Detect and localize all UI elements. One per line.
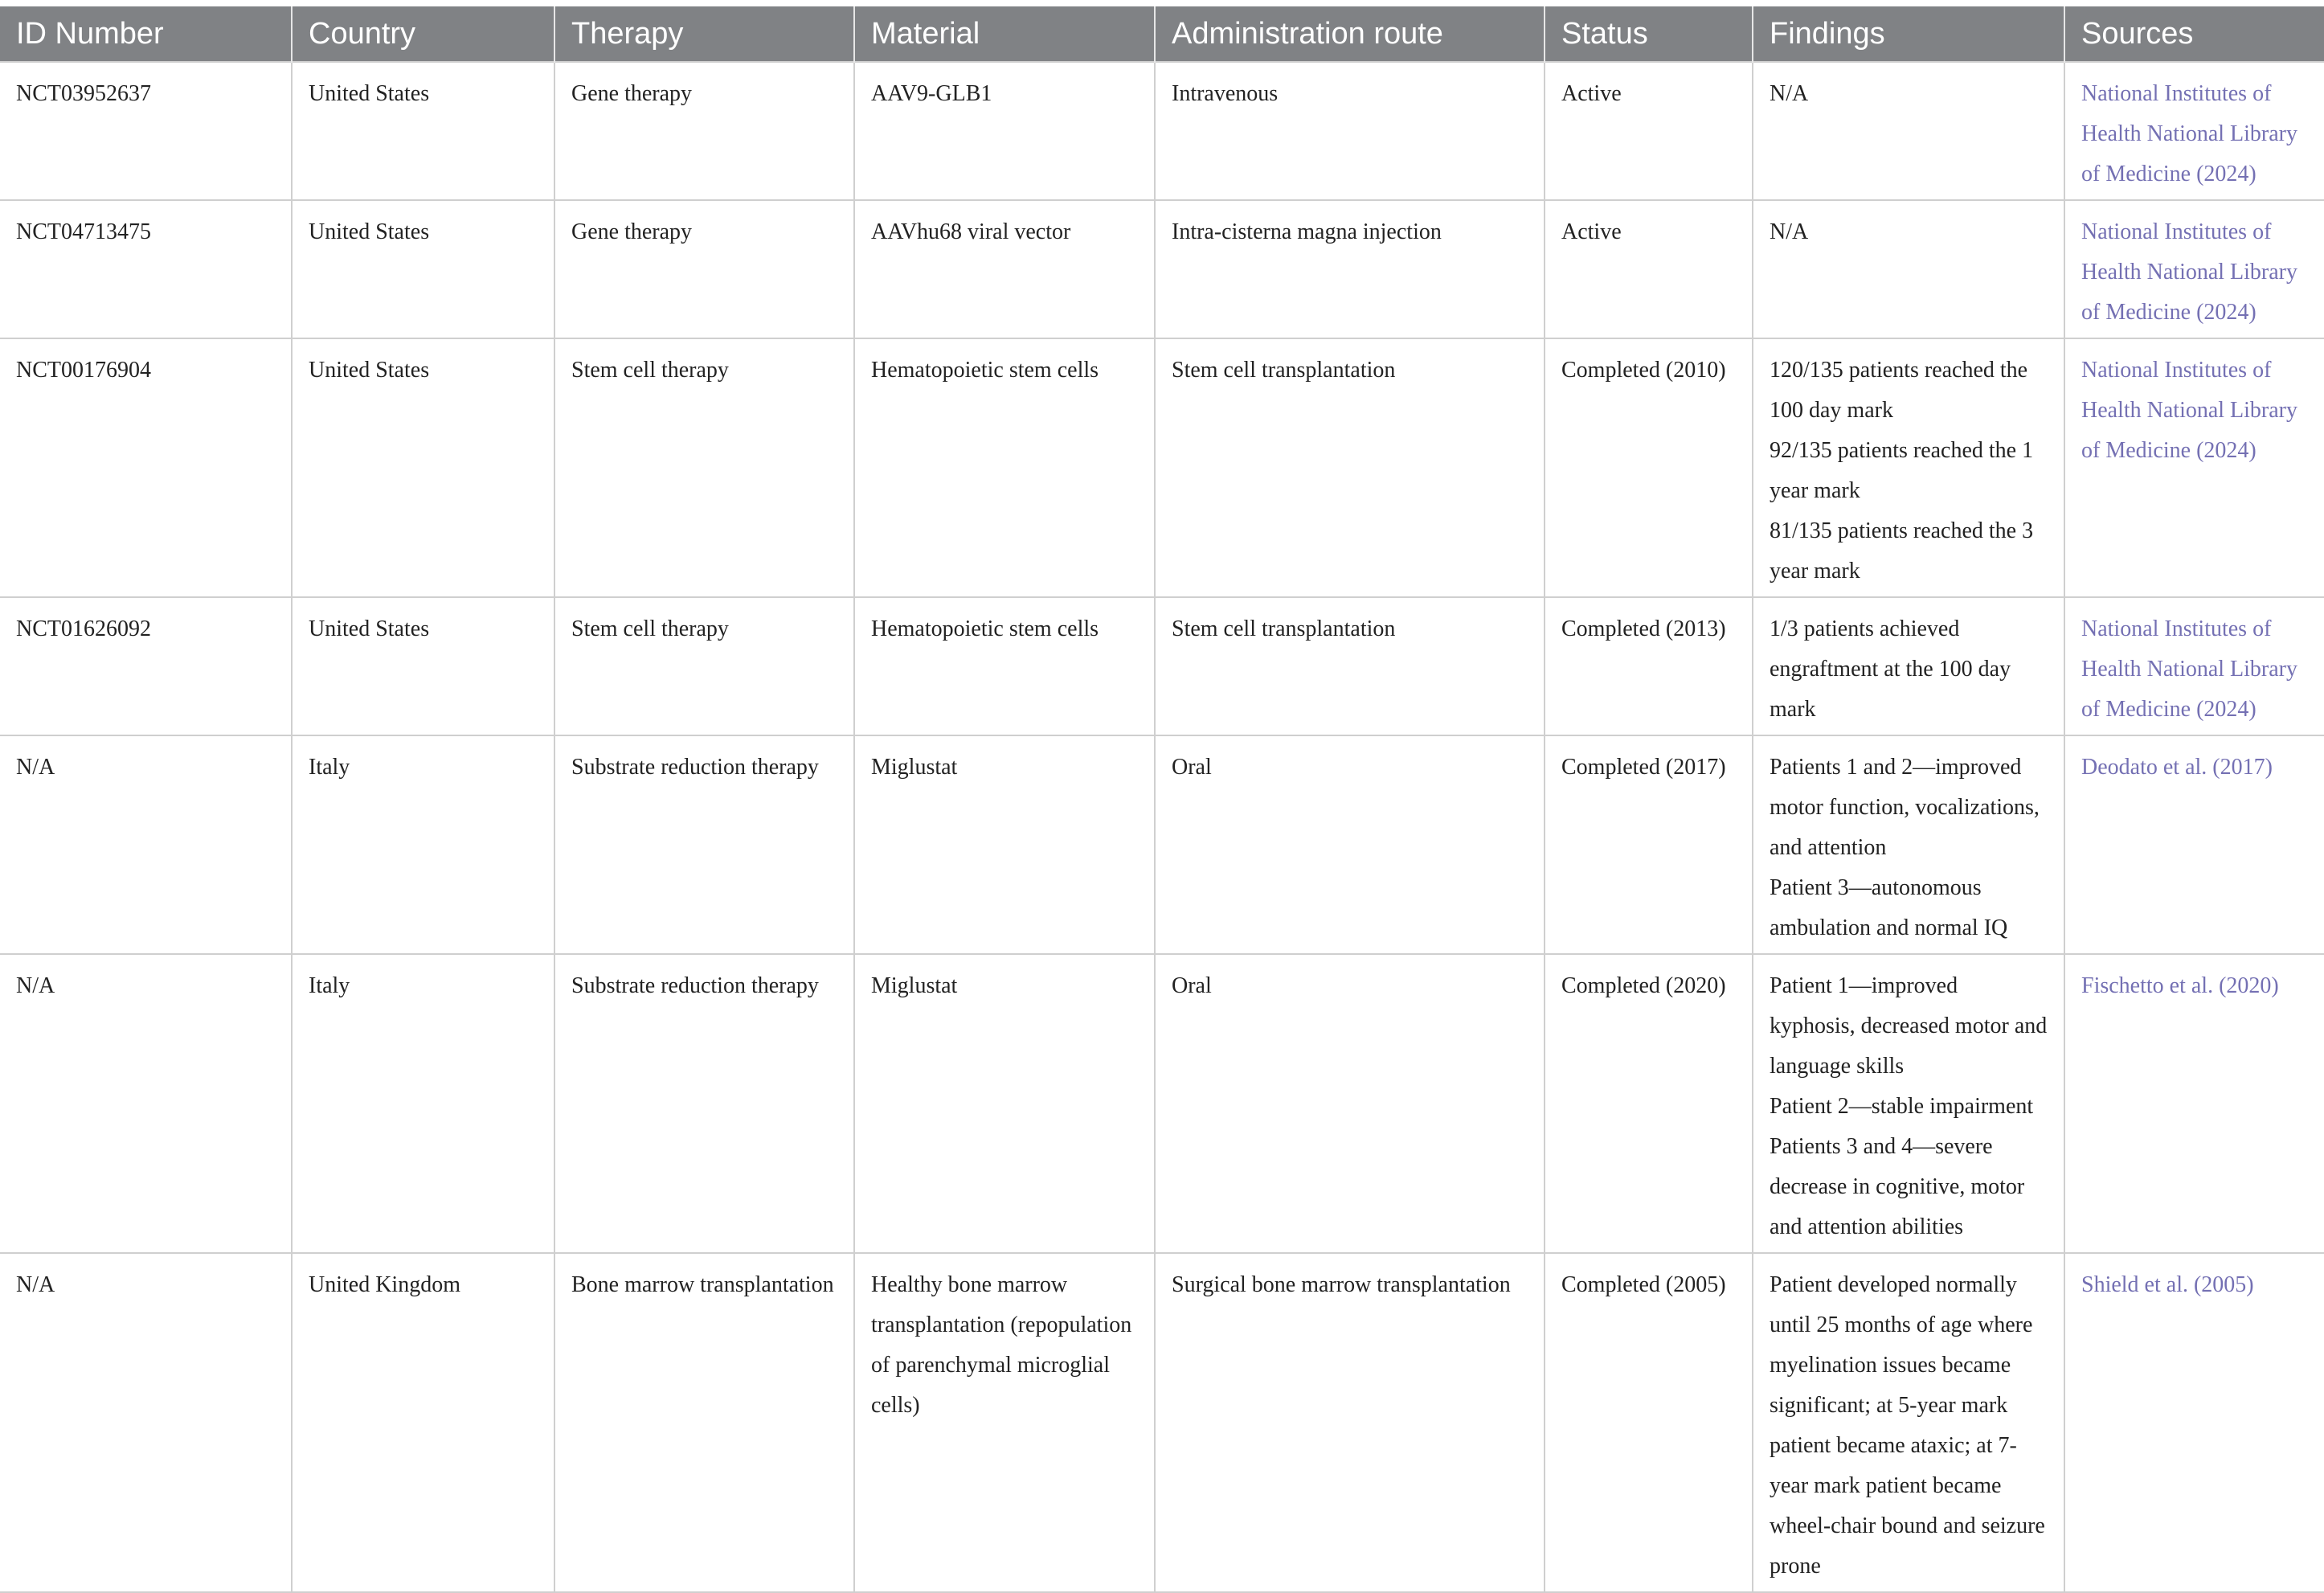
cell-material: Hematopoietic stem cells	[854, 597, 1155, 735]
finding-line: Patients 1 and 2—improved motor function, vocalizations, and attention	[1770, 755, 2040, 860]
cell-therapy: Gene therapy	[554, 200, 854, 338]
header-therapy: Therapy	[554, 6, 854, 62]
cell-status: Completed (2005)	[1545, 1253, 1753, 1592]
header-id-number: ID Number	[0, 6, 292, 62]
cell-material: Miglustat	[854, 735, 1155, 954]
finding-line: Patient 3—autonomous ambulation and normal IQ	[1770, 875, 2008, 940]
cell-status: Completed (2010)	[1545, 338, 1753, 597]
finding-line: 92/135 patients reached the 1 year mark	[1770, 438, 2034, 503]
cell-id-number: NCT00176904	[0, 338, 292, 597]
cell-status: Completed (2020)	[1545, 954, 1753, 1253]
cell-sources	[2064, 1253, 2324, 1592]
cell-status: Active	[1545, 62, 1753, 200]
cell-country: Italy	[292, 954, 554, 1253]
cell-findings	[1753, 1253, 2064, 1592]
cell-id-number: N/A	[0, 1253, 292, 1592]
cell-sources	[2064, 338, 2324, 597]
cell-sources	[2064, 62, 2324, 200]
table-row	[0, 200, 2324, 338]
finding-line: N/A	[1770, 81, 1809, 106]
cell-findings	[1753, 338, 2064, 597]
source-link[interactable]: National Institutes of Health National Library of Medicine (2024)	[2081, 81, 2298, 186]
table-body	[0, 62, 2324, 1592]
finding-line: 1/3 patients achieved engraftment at the 100 day mark	[1770, 616, 2011, 722]
clinical-trials-table-container	[0, 6, 2324, 1593]
source-link[interactable]: Shield et al. (2005)	[2081, 1272, 2254, 1297]
cell-material: Hematopoietic stem cells	[854, 338, 1155, 597]
cell-id-number: N/A	[0, 735, 292, 954]
finding-line: N/A	[1770, 219, 1809, 244]
cell-administration-route: Oral	[1155, 954, 1545, 1253]
cell-therapy: Gene therapy	[554, 62, 854, 200]
cell-administration-route: Oral	[1155, 735, 1545, 954]
table-row	[0, 735, 2324, 954]
header-material: Material	[854, 6, 1155, 62]
clinical-trials-table	[0, 6, 2324, 1593]
cell-country: United States	[292, 200, 554, 338]
cell-country: United States	[292, 597, 554, 735]
cell-administration-route: Stem cell transplantation	[1155, 597, 1545, 735]
cell-administration-route: Surgical bone marrow transplantation	[1155, 1253, 1545, 1592]
source-link[interactable]: National Institutes of Health National Library of Medicine (2024)	[2081, 358, 2298, 463]
source-link[interactable]: National Institutes of Health National Library of Medicine (2024)	[2081, 219, 2298, 325]
cell-country: United States	[292, 62, 554, 200]
table-row	[0, 597, 2324, 735]
cell-status: Active	[1545, 200, 1753, 338]
table-row	[0, 338, 2324, 597]
table-header	[0, 6, 2324, 62]
finding-line: 120/135 patients reached the 100 day mark	[1770, 358, 2028, 423]
header-status: Status	[1545, 6, 1753, 62]
cell-findings	[1753, 200, 2064, 338]
source-link[interactable]: Deodato et al. (2017)	[2081, 755, 2273, 780]
header-row	[0, 6, 2324, 62]
finding-line: Patient 2—stable impairment	[1770, 1094, 2034, 1119]
source-link[interactable]: National Institutes of Health National Library of Medicine (2024)	[2081, 616, 2298, 722]
cell-id-number: NCT03952637	[0, 62, 292, 200]
cell-material: AAV9-GLB1	[854, 62, 1155, 200]
cell-country: United States	[292, 338, 554, 597]
cell-therapy: Bone marrow transplantation	[554, 1253, 854, 1592]
source-link[interactable]: Fischetto et al. (2020)	[2081, 973, 2279, 998]
cell-id-number: NCT04713475	[0, 200, 292, 338]
cell-administration-route: Intra-cisterna magna injection	[1155, 200, 1545, 338]
cell-material: Miglustat	[854, 954, 1155, 1253]
cell-sources	[2064, 597, 2324, 735]
cell-therapy: Stem cell therapy	[554, 338, 854, 597]
header-administration-route: Administration route	[1155, 6, 1545, 62]
finding-line: Patient developed normally until 25 months of age where myelination issues became significant; at 5-year mark patient became ataxic; at 7-year mark patient became wheel-chair bound and seizure prone	[1770, 1272, 2045, 1579]
cell-id-number: NCT01626092	[0, 597, 292, 735]
cell-country: Italy	[292, 735, 554, 954]
cell-administration-route: Intravenous	[1155, 62, 1545, 200]
header-sources: Sources	[2064, 6, 2324, 62]
cell-findings	[1753, 597, 2064, 735]
table-row	[0, 1253, 2324, 1592]
cell-therapy: Substrate reduction therapy	[554, 735, 854, 954]
header-country: Country	[292, 6, 554, 62]
cell-therapy: Substrate reduction therapy	[554, 954, 854, 1253]
table-row	[0, 954, 2324, 1253]
cell-sources	[2064, 954, 2324, 1253]
finding-line: Patient 1—improved kyphosis, decreased motor and language skills	[1770, 973, 2048, 1079]
cell-material: Healthy bone marrow transplantation (repopulation of parenchymal microglial cells)	[854, 1253, 1155, 1592]
cell-status: Completed (2017)	[1545, 735, 1753, 954]
cell-findings	[1753, 954, 2064, 1253]
cell-status: Completed (2013)	[1545, 597, 1753, 735]
cell-sources	[2064, 200, 2324, 338]
cell-sources	[2064, 735, 2324, 954]
cell-material: AAVhu68 viral vector	[854, 200, 1155, 338]
cell-findings	[1753, 62, 2064, 200]
finding-line: Patients 3 and 4—severe decrease in cognitive, motor and attention abilities	[1770, 1134, 2025, 1239]
finding-line: 81/135 patients reached the 3 year mark	[1770, 518, 2034, 584]
cell-therapy: Stem cell therapy	[554, 597, 854, 735]
cell-id-number: N/A	[0, 954, 292, 1253]
cell-country: United Kingdom	[292, 1253, 554, 1592]
cell-administration-route: Stem cell transplantation	[1155, 338, 1545, 597]
header-findings: Findings	[1753, 6, 2064, 62]
cell-findings	[1753, 735, 2064, 954]
table-row	[0, 62, 2324, 200]
